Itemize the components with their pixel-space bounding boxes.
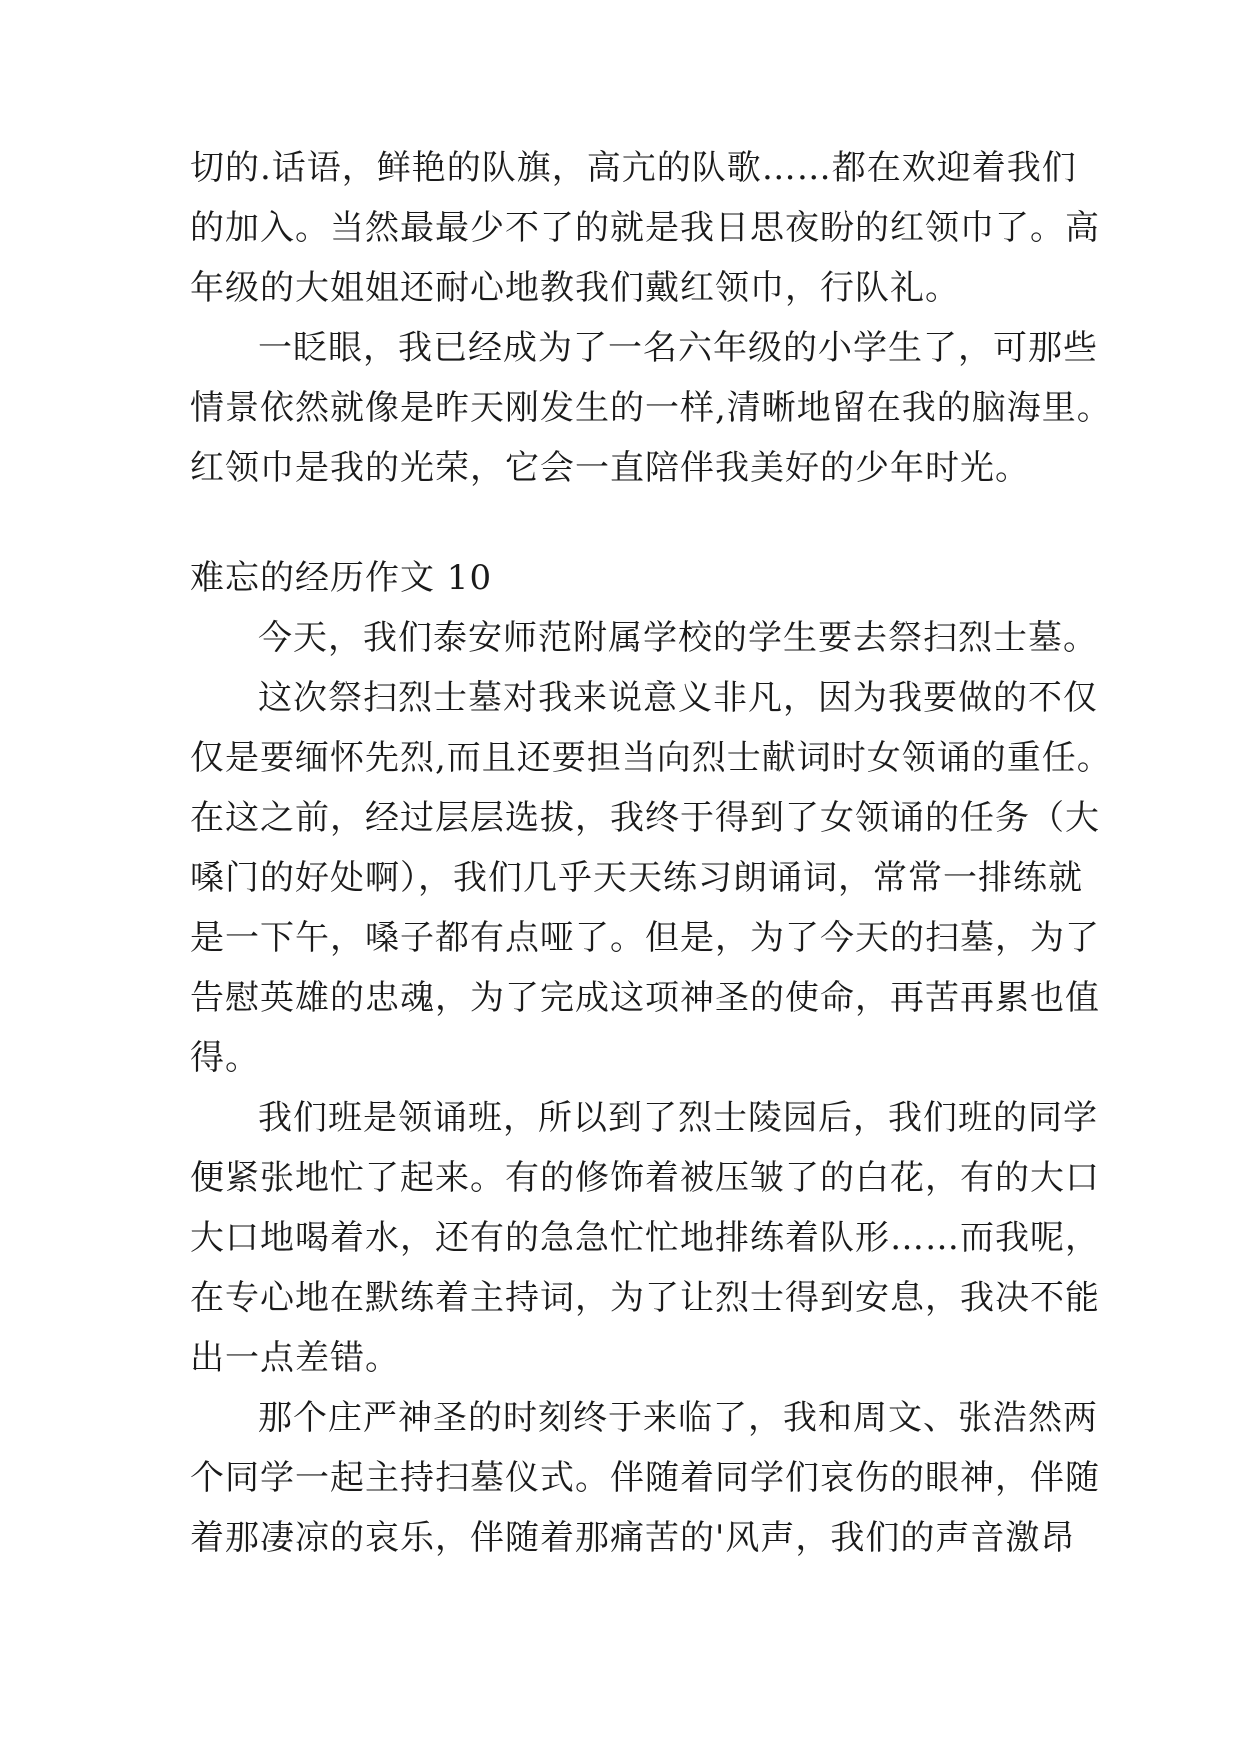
- paragraph-line: 情景依然就像是昨天刚发生的一样,清晰地留在我的脑海里。: [190, 388, 1112, 428]
- paragraph-line: 大口地喝着水，还有的急急忙忙地排练着队形……而我呢，: [190, 1218, 1100, 1258]
- paragraph-line: 在专心地在默练着主持词，为了让烈士得到安息，我决不能: [190, 1278, 1100, 1318]
- paragraph-line: 切的.话语，鲜艳的队旗，高亢的队歌……都在欢迎着我们: [190, 148, 1077, 188]
- paragraph-line: 是一下午，嗓子都有点哑了。但是，为了今天的扫墓，为了: [190, 918, 1100, 958]
- paragraph-line: 今天，我们泰安师范附属学校的学生要去祭扫烈士墓。: [258, 618, 1098, 658]
- paragraph-line: 便紧张地忙了起来。有的修饰着被压皱了的白花，有的大口: [190, 1158, 1100, 1198]
- paragraph-line: 一眨眼，我已经成为了一名六年级的小学生了，可那些: [258, 328, 1098, 368]
- section-heading: 难忘的经历作文 10: [190, 558, 493, 598]
- paragraph-line: 着那凄凉的哀乐，伴随着那痛苦的'风声，我们的声音激昂: [190, 1518, 1076, 1558]
- paragraph-line: 在这之前，经过层层选拔，我终于得到了女领诵的任务（大: [190, 798, 1100, 838]
- paragraph-line: 告慰英雄的忠魂，为了完成这项神圣的使命，再苦再累也值: [190, 978, 1100, 1018]
- paragraph-line: 出一点差错。: [190, 1338, 400, 1378]
- paragraph-line: 我们班是领诵班，所以到了烈士陵园后，我们班的同学: [258, 1098, 1098, 1138]
- paragraph-line: 嗓门的好处啊），我们几乎天天练习朗诵词，常常一排练就: [190, 858, 1083, 898]
- paragraph-line: 仅是要缅怀先烈,而且还要担当向烈士献词时女领诵的重任。: [190, 738, 1112, 778]
- paragraph-line: 个同学一起主持扫墓仪式。伴随着同学们哀伤的眼神，伴随: [190, 1458, 1100, 1498]
- paragraph-line: 的加入。当然最最少不了的就是我日思夜盼的红领巾了。高: [190, 208, 1100, 248]
- paragraph-line: 那个庄严神圣的时刻终于来临了，我和周文、张浩然两: [258, 1398, 1098, 1438]
- paragraph-line: 这次祭扫烈士墓对我来说意义非凡，因为我要做的不仅: [258, 678, 1098, 718]
- paragraph-line: 红领巾是我的光荣，它会一直陪伴我美好的少年时光。: [190, 448, 1030, 488]
- paragraph-line: 得。: [190, 1038, 260, 1078]
- paragraph-line: 年级的大姐姐还耐心地教我们戴红领巾，行队礼。: [190, 268, 960, 308]
